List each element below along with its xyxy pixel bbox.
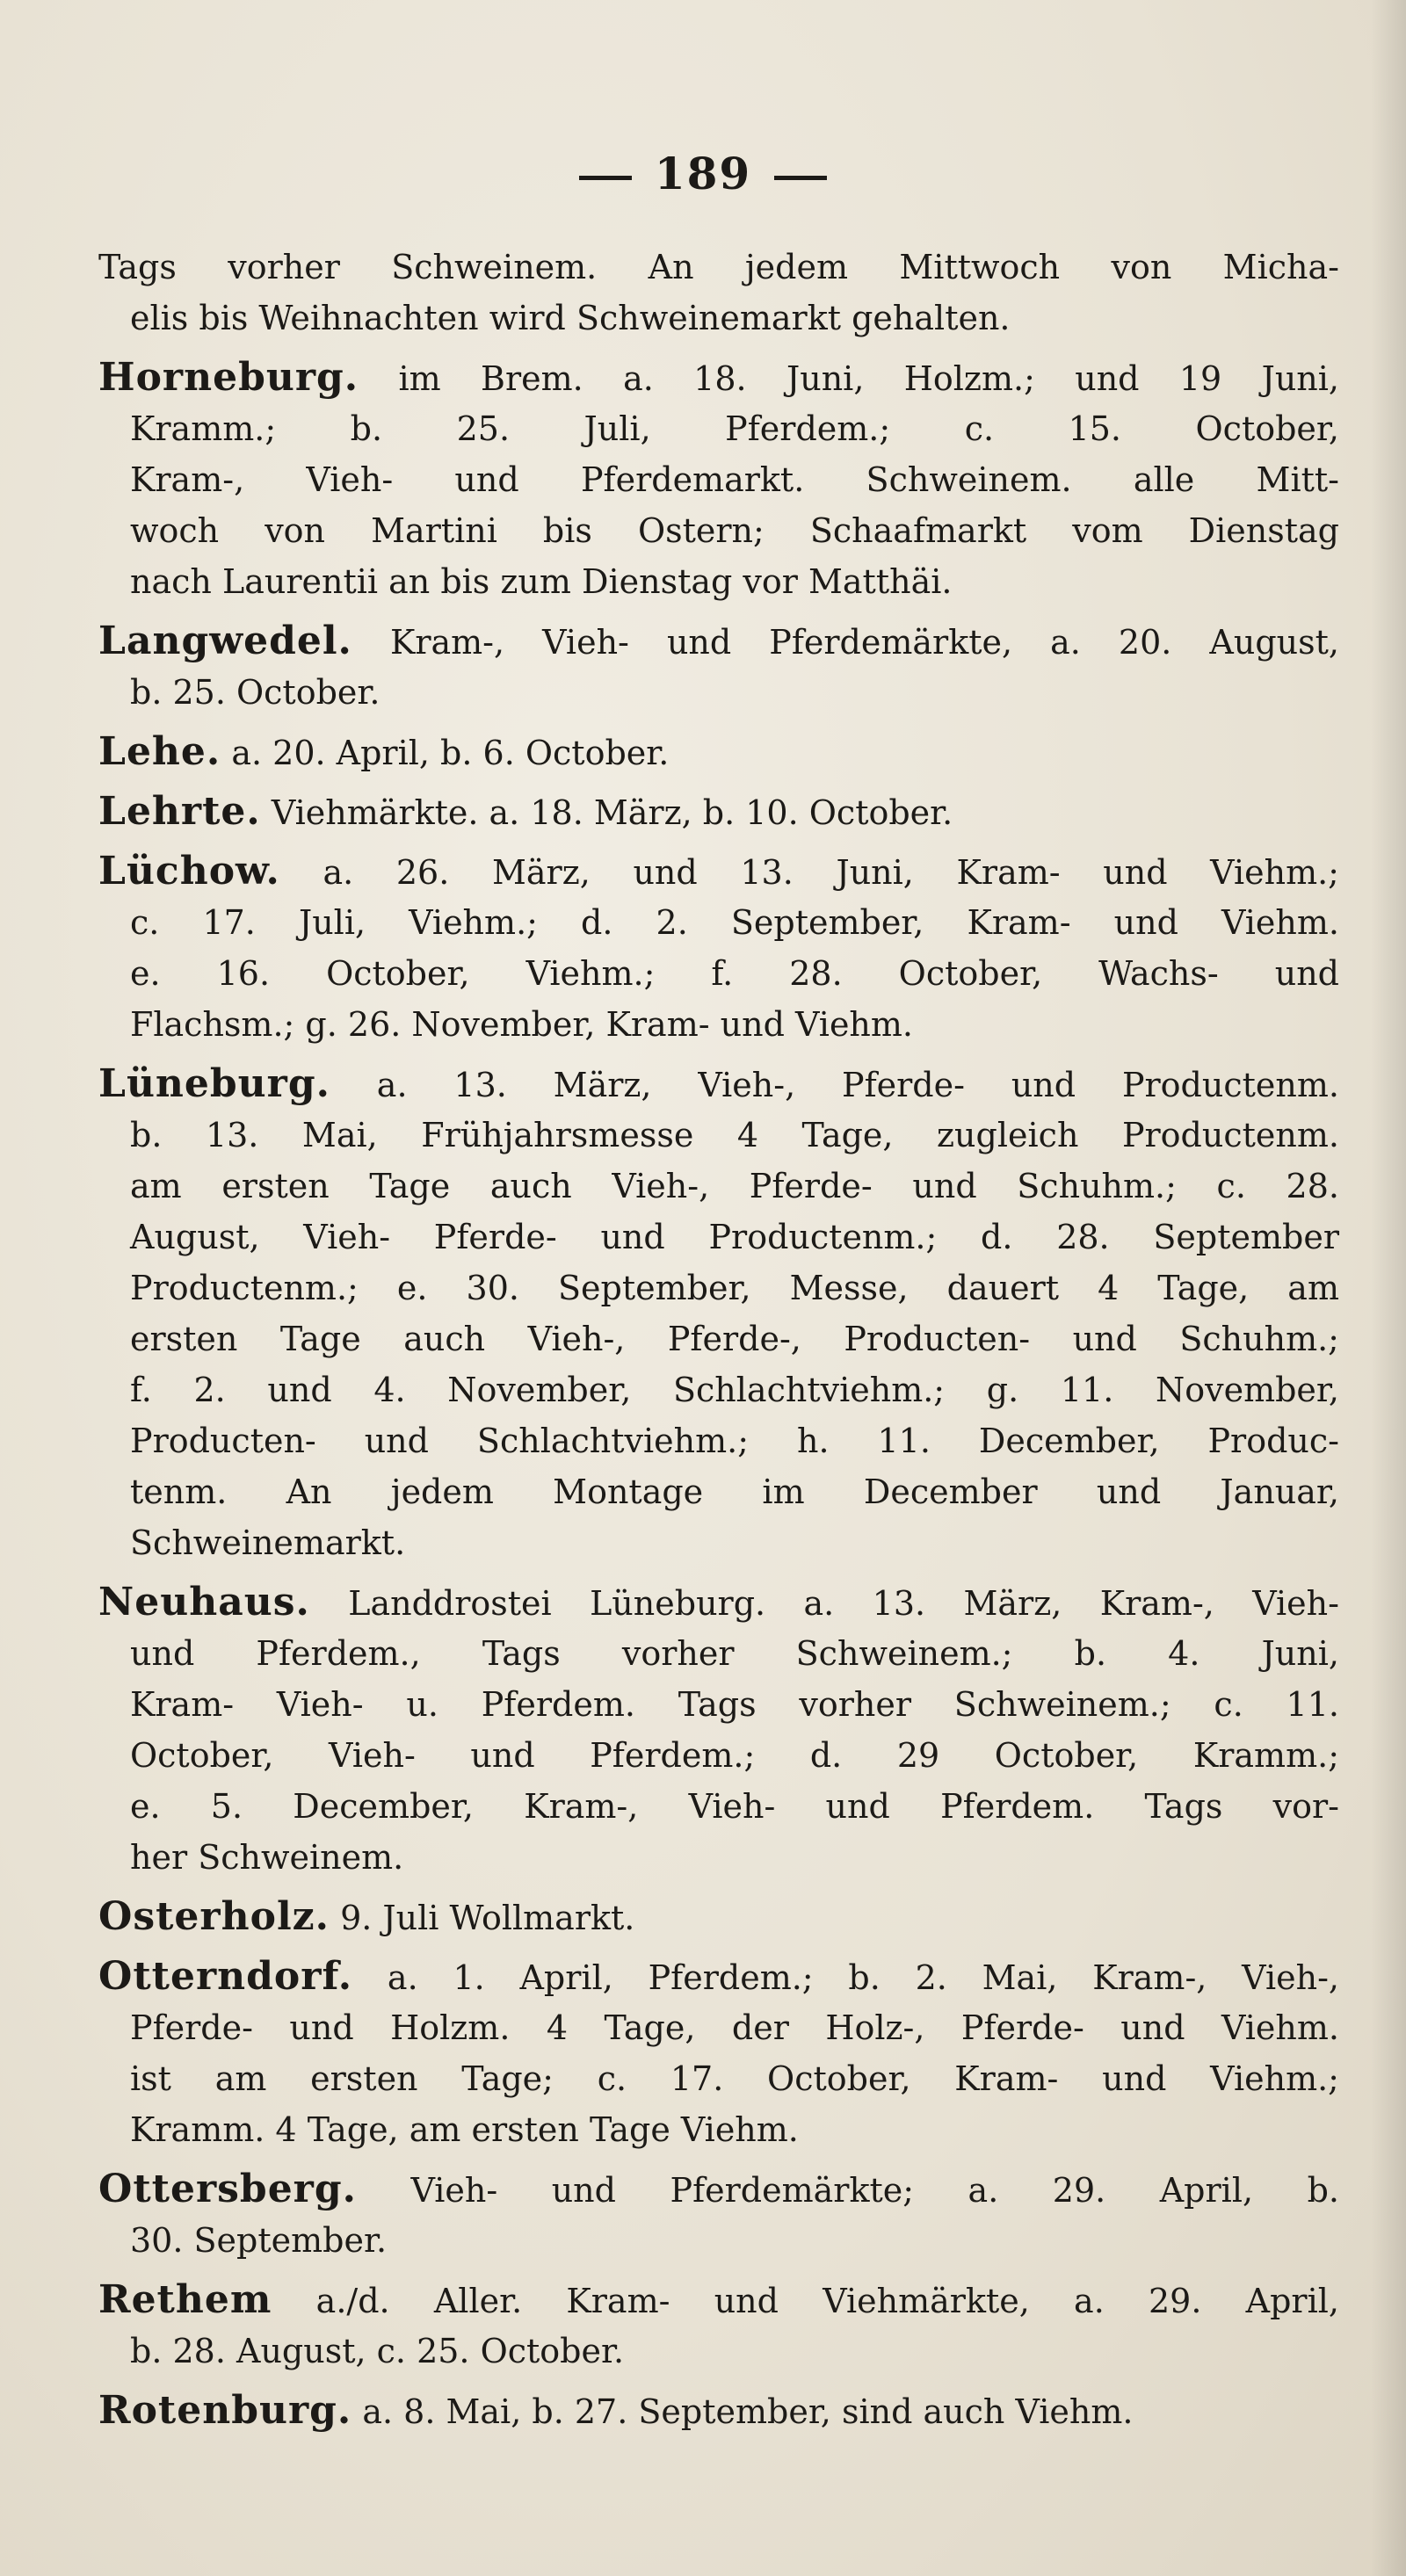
entry-first-line [98, 786, 1339, 837]
entry-text: 30. September. [130, 2221, 388, 2260]
entry-line [98, 667, 1339, 718]
header-left-dash [579, 176, 632, 180]
entry-line [98, 505, 1339, 556]
town-name: Otterndorf. [98, 1954, 353, 1999]
entry-text: tenm. An jedem Montage im December und Januar, [130, 1473, 1339, 1511]
entry-first-line [98, 2385, 1339, 2436]
entry-first-line [98, 1577, 1339, 1628]
entry-line [98, 1832, 1339, 1883]
entry-gap [98, 2377, 1339, 2385]
entry-line [98, 1628, 1339, 1679]
entry-text: Viehmärkte. a. 18. März, b. 10. October. [271, 793, 953, 832]
entry-first-line [98, 2164, 1339, 2215]
town-name: Rotenburg. [98, 2388, 352, 2433]
entry-text: Schweinemarkt. [130, 1523, 406, 1562]
entry-line [98, 242, 1339, 293]
entry-text: und Pferdem., Tags vorher Schweinem.; b. 4. Juni, [130, 1634, 1339, 1673]
entry-first-line [98, 616, 1339, 667]
entry-text: woch von Martini bis Ostern; Schaafmarkt vom Dienstag [130, 511, 1339, 550]
entry-text: a. 1. April, Pferdem.; b. 2. Mai, Kram-, Vieh-, [387, 1958, 1339, 1997]
page-edge-shadow [1371, 0, 1406, 2576]
entry-line [98, 948, 1339, 999]
entry-text: am ersten Tage auch Vieh-, Pferde- und Schuhm.; c. 28. [130, 1167, 1339, 1205]
header-right-dash [774, 176, 827, 180]
entry-text: Vieh- und Pferdemärkte; a. 29. April, b. [410, 2171, 1339, 2210]
entry-text: her Schweinem. [130, 1838, 404, 1877]
entry-gap [98, 837, 1339, 846]
entry-line [98, 1212, 1339, 1263]
entry-text: Kram- Vieh- u. Pferdem. Tags vorher Schweinem.; c. 11. [130, 1685, 1339, 1724]
entry-text: b. 25. October. [130, 673, 380, 712]
entry-text: Kramm. 4 Tage, am ersten Tage Viehm. [130, 2110, 799, 2149]
entry-text: elis bis Weihnachten wird Schweinemarkt gehalten. [130, 299, 1011, 337]
entry-text: ersten Tage auch Vieh-, Pferde-, Producten- und Schuhm.; [130, 1320, 1339, 1358]
entry-line [98, 1161, 1339, 1212]
entry-line [98, 1364, 1339, 1415]
entry-first-line [98, 1059, 1339, 1110]
entry-text: Pferde- und Holzm. 4 Tage, der Holz-, Pferde- und Viehm. [130, 2008, 1339, 2047]
entry-line [98, 454, 1339, 505]
entry-text: c. 17. Juli, Viehm.; d. 2. September, Kram- und Viehm. [130, 903, 1339, 942]
entry-line [98, 293, 1339, 344]
entry-text: Kram-, Vieh- und Pferdemarkt. Schweinem. alle Mitt- [130, 460, 1339, 499]
entry-text: a. 26. März, und 13. Juni, Kram- und Viehm.; [323, 853, 1339, 892]
entry-line [98, 1110, 1339, 1161]
entry-text: 9. Juli Wollmarkt. [340, 1899, 635, 1937]
town-name: Horneburg. [98, 355, 359, 400]
entry-line [98, 2326, 1339, 2377]
town-name: Ottersberg. [98, 2167, 357, 2211]
town-name: Rethem [98, 2277, 272, 2322]
entry-line [98, 1679, 1339, 1730]
entry-gap [98, 2266, 1339, 2275]
entry-first-line [98, 1892, 1339, 1943]
entry-gap [98, 1883, 1339, 1892]
entry-text: a. 8. Mai, b. 27. September, sind auch Viehm. [362, 2392, 1134, 2431]
entry-line [98, 897, 1339, 948]
town-name: Neuhaus. [98, 1580, 310, 1624]
entry-line [98, 1313, 1339, 1364]
town-name: Osterholz. [98, 1894, 330, 1939]
entry-line [98, 1415, 1339, 1466]
entry-text: Tags vorher Schweinem. An jedem Mittwoch von Micha- [98, 248, 1339, 286]
entry-gap [98, 778, 1339, 786]
page-number: 189 [654, 148, 752, 199]
town-name: Lüchow. [98, 849, 280, 894]
entry-gap [98, 607, 1339, 616]
entry-text: Flachsm.; g. 26. November, Kram- und Viehm. [130, 1005, 914, 1044]
entry-gap [98, 344, 1339, 352]
town-name: Lüneburg. [98, 1061, 330, 1106]
entry-text: a./d. Aller. Kram- und Viehmärkte, a. 29. April, [315, 2282, 1339, 2320]
entry-line [98, 2104, 1339, 2155]
entry-gap [98, 718, 1339, 727]
entry-text: August, Vieh- Pferde- und Productenm.; d. 28. September [130, 1218, 1339, 1256]
entry-text: a. 13. März, Vieh-, Pferde- und Productenm. [376, 1066, 1339, 1104]
entry-line [98, 403, 1339, 454]
entry-line [98, 1517, 1339, 1568]
entry-text: October, Vieh- und Pferdem.; d. 29 October, Kramm.; [130, 1736, 1339, 1775]
entry-text: Kramm.; b. 25. Juli, Pferdem.; c. 15. October, [130, 409, 1339, 448]
page-header [0, 148, 1406, 199]
entry-first-line [98, 846, 1339, 897]
entry-line [98, 1781, 1339, 1832]
entry-first-line [98, 1951, 1339, 2002]
entry-line [98, 1466, 1339, 1517]
entry-text: nach Laurentii an bis zum Dienstag vor Matthäi. [130, 562, 953, 601]
entry-gap [98, 1050, 1339, 1059]
entry-text: ist am ersten Tage; c. 17. October, Kram- und Viehm.; [130, 2059, 1339, 2098]
entry-line [98, 1730, 1339, 1781]
entry-line [98, 2053, 1339, 2104]
entry-line [98, 556, 1339, 607]
entry-text: Productenm.; e. 30. September, Messe, dauert 4 Tage, am [130, 1269, 1339, 1307]
entry-text: Landdrostei Lüneburg. a. 13. März, Kram-, Vieh- [348, 1584, 1339, 1623]
entry-text: Producten- und Schlachtviehm.; h. 11. December, Produc- [130, 1422, 1339, 1460]
entry-text: im Brem. a. 18. Juni, Holzm.; und 19 Juni, [398, 359, 1339, 398]
town-name: Lehe. [98, 729, 221, 774]
town-name: Lehrte. [98, 789, 261, 834]
entry-text: e. 5. December, Kram-, Vieh- und Pferdem. Tags vor- [130, 1787, 1339, 1826]
entry-line [98, 1263, 1339, 1313]
entry-text: a. 20. April, b. 6. October. [231, 734, 670, 772]
entry-first-line [98, 727, 1339, 778]
town-name: Langwedel. [98, 619, 352, 663]
entry-text: b. 28. August, c. 25. October. [130, 2332, 625, 2370]
page-body-text [98, 242, 1339, 2436]
entry-line [98, 2002, 1339, 2053]
entry-text: e. 16. October, Viehm.; f. 28. October, Wachs- und [130, 954, 1339, 993]
entry-gap [98, 1568, 1339, 1577]
entry-text: f. 2. und 4. November, Schlachtviehm.; g. 11. November, [130, 1371, 1339, 1409]
entry-first-line [98, 2275, 1339, 2326]
entry-line [98, 999, 1339, 1050]
entry-text: b. 13. Mai, Frühjahrsmesse 4 Tage, zugleich Productenm. [130, 1116, 1339, 1154]
entry-text: Kram-, Vieh- und Pferdemärkte, a. 20. August, [389, 623, 1339, 662]
entry-gap [98, 1943, 1339, 1951]
entry-gap [98, 2155, 1339, 2164]
entry-line [98, 2215, 1339, 2266]
entry-first-line [98, 352, 1339, 403]
